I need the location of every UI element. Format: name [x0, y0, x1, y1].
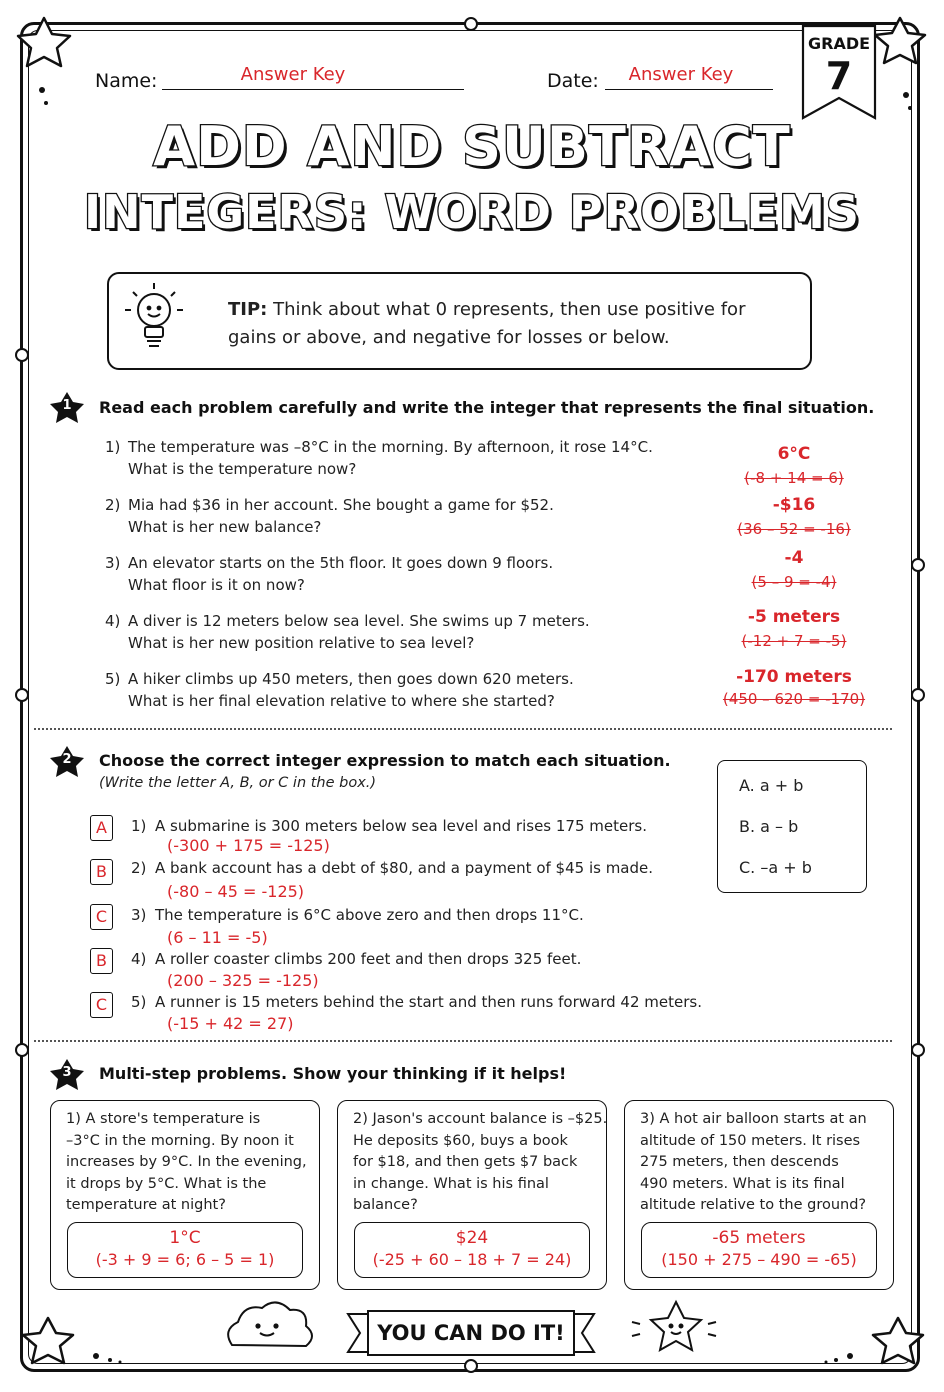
answer-box[interactable] — [641, 1222, 877, 1278]
answer-work: (-25 + 60 – 18 + 7 = 24) — [372, 1250, 572, 1269]
answer: $24 — [455, 1228, 489, 1248]
ring-icon — [465, 1360, 477, 1372]
tip-line1: Think about what 0 represents, then use positive for — [267, 299, 746, 320]
ring-icon — [912, 689, 924, 701]
tip-label: TIP: — [228, 299, 268, 320]
answer-letter-box[interactable]: C — [90, 992, 113, 1018]
ring-icon — [912, 559, 924, 571]
section1-heading: Read each problem carefully and write the integer that represents the final situation. — [99, 398, 875, 417]
name-label: Name: — [95, 70, 158, 92]
answer-work: (-15 + 42 = 27) — [167, 1014, 294, 1033]
problem-text: 2) Jason's account balance is –$25. He deposits $60, buys a book for $18, and then gets $7 back in change. What is his final balance? — [353, 1111, 608, 1213]
date-label: Date: — [547, 70, 599, 92]
answer-work: (-80 – 45 = -125) — [167, 882, 305, 901]
section-number: 3 — [62, 1065, 72, 1080]
answer-letter-box[interactable]: B — [90, 859, 113, 885]
section-divider — [34, 728, 892, 730]
answer: -170 meters — [736, 667, 852, 687]
choice-b: B. a – b — [739, 817, 799, 836]
choice-c: C. –a + b — [739, 858, 812, 877]
ring-icon — [465, 18, 477, 30]
answer-letter-box[interactable]: B — [90, 948, 113, 974]
tip-line2: gains or above, and negative for losses or below. — [228, 327, 670, 348]
answer: 1°C — [169, 1228, 201, 1248]
ring-icon — [16, 349, 28, 361]
answer-work: (-12 + 7 = -5) — [741, 632, 847, 650]
section2-heading: Choose the correct integer expression to match each situation. — [99, 751, 671, 770]
star-icon — [873, 1318, 923, 1363]
name-field[interactable]: Answer Key — [240, 64, 346, 85]
section2-subheading: (Write the letter A, B, or C in the box.) — [99, 775, 377, 791]
answer-work: (150 + 275 – 490 = -65) — [661, 1250, 857, 1269]
name-underline — [162, 89, 464, 90]
answer: -65 meters — [712, 1228, 806, 1248]
answer-work: (-8 + 14 = 6) — [744, 469, 844, 487]
answer: 6°C — [777, 444, 811, 464]
answer-letter-box[interactable]: A — [90, 815, 113, 841]
grade-number: 7 — [825, 54, 853, 98]
answer-work: (-3 + 9 = 6; 6 – 5 = 1) — [95, 1250, 275, 1269]
cloud-icon — [228, 1302, 312, 1346]
answer: -5 meters — [747, 607, 841, 627]
answer-work: (450 – 620 = -170) — [722, 690, 866, 708]
ring-icon — [16, 1044, 28, 1056]
answer-work: (36 – 52 = -16) — [737, 520, 851, 538]
problem-text: 1) A store's temperature is –3°C in the morning. By noon it increases by 9°C. In the evening, it drops by 5°C. What is the temperature at night? — [66, 1111, 307, 1213]
answer-work: (-300 + 175 = -125) — [167, 836, 330, 855]
answer: -$16 — [772, 495, 816, 515]
choice-a: A. a + b — [739, 776, 804, 795]
section-number: 2 — [62, 752, 72, 767]
answer-box[interactable] — [354, 1222, 590, 1278]
section-number: 1 — [62, 398, 72, 413]
star-icon — [23, 1318, 73, 1363]
answer-box[interactable] — [67, 1222, 303, 1278]
answer-work: (200 – 325 = -125) — [167, 971, 319, 990]
page-title-line1: ADD AND SUBTRACT — [153, 115, 791, 178]
star-icon — [18, 18, 70, 66]
smiling-star-icon — [632, 1302, 716, 1350]
answer-letter-box[interactable]: C — [90, 904, 113, 930]
section3-heading: Multi-step problems. Show your thinking if it helps! — [99, 1064, 567, 1083]
answer-work: (5 – 9 = -4) — [751, 573, 837, 591]
tip-text — [228, 296, 745, 352]
section-divider — [34, 1040, 892, 1042]
date-field[interactable]: Answer Key — [628, 64, 734, 85]
answer: -4 — [784, 548, 804, 568]
star-icon — [875, 18, 925, 63]
page-title-line2: INTEGERS: WORD PROBLEMS — [84, 185, 860, 239]
ring-icon — [912, 1044, 924, 1056]
ring-icon — [16, 689, 28, 701]
section-badges — [50, 392, 84, 1090]
answer-work: (6 – 11 = -5) — [167, 928, 268, 947]
problem-text: 3) A hot air balloon starts at an altitude of 150 meters. It rises 275 meters, then descends 490 meters. What is its final altitude relative to the ground? — [640, 1111, 867, 1213]
grade-label: GRADE — [808, 34, 871, 53]
date-underline — [605, 89, 773, 90]
encouragement-banner: YOU CAN DO IT! — [367, 1310, 575, 1356]
